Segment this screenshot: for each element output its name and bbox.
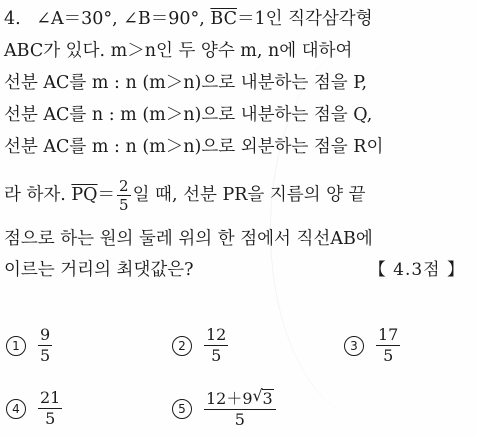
problem-line-5: 선분 AC를 m : n (m＞n)으로 외분하는 점을 R이 [4, 137, 384, 157]
choice-4-denominator: 5 [45, 409, 56, 429]
choice-4[interactable] [6, 389, 64, 428]
problem-line-2: ABC가 있다. m＞n인 두 양수 m, n에 대하여 [4, 41, 353, 61]
choice-2[interactable] [172, 326, 230, 365]
problem-line-3: 선분 AC를 m : n (m＞n)으로 내분하는 점을 P, [4, 73, 368, 93]
choice-3[interactable] [344, 326, 402, 365]
choice-5-numerator-prefix: 12＋9 [206, 389, 253, 408]
choice-1-marker: 1 [6, 336, 26, 356]
choice-5[interactable] [172, 386, 278, 430]
choice-3-fraction [376, 326, 400, 365]
line1-tail: ＝1인 직각삼각형 [236, 9, 373, 29]
points-label: 【 4.3점 】 [368, 260, 465, 280]
problem-line-6 [4, 178, 366, 213]
choice-3-marker: 3 [344, 336, 364, 356]
pq-fraction-denominator: 5 [119, 196, 129, 215]
choice-4-fraction [38, 389, 62, 428]
choice-4-numerator: 21 [40, 388, 61, 407]
choice-3-numerator: 17 [378, 325, 399, 344]
choice-2-denominator: 5 [211, 346, 222, 366]
choice-5-radicand: 3 [262, 389, 273, 408]
problem-line-1 [4, 8, 373, 30]
choice-1-fraction [38, 326, 52, 365]
line6-head: 라 하자. [4, 185, 72, 206]
choice-1-denominator: 5 [40, 346, 51, 366]
equals-sign: ＝ [97, 185, 116, 206]
choice-4-marker: 4 [6, 399, 26, 419]
choice-5-denominator: 5 [234, 410, 245, 430]
choice-3-denominator: 5 [383, 346, 394, 366]
segment-pq: $\overline{PQ}$ [71, 185, 98, 206]
choice-5-numerator [204, 386, 276, 408]
pq-fraction [117, 178, 131, 213]
segment-bc: $\overline{BC}$ [210, 9, 237, 29]
problem-number: 4. [4, 9, 21, 29]
choice-2-numerator: 12 [206, 325, 227, 344]
choice-1[interactable] [6, 326, 54, 365]
problem-line-7: 점으로 하는 원의 둘레 위의 한 점에서 직선AB에 [4, 229, 373, 249]
pq-fraction-numerator: 2 [119, 177, 129, 195]
choice-2-fraction [204, 326, 228, 365]
choice-2-marker: 2 [172, 336, 192, 356]
sqrt-symbol: √ 3 [252, 386, 273, 408]
line6-tail: 일 때, 선분 PR을 지름의 양 끝 [132, 185, 366, 206]
problem-line-8: 이르는 거리의 최댓값은? [4, 260, 194, 280]
choice-1-numerator: 9 [40, 325, 51, 344]
choice-5-fraction [204, 386, 276, 430]
problem-line-4: 선분 AC를 n : m (m＞n)으로 내분하는 점을 Q, [4, 105, 373, 125]
angle-conditions: ∠A＝30°, ∠B＝90°, [36, 9, 211, 29]
choice-5-marker: 5 [172, 399, 192, 419]
